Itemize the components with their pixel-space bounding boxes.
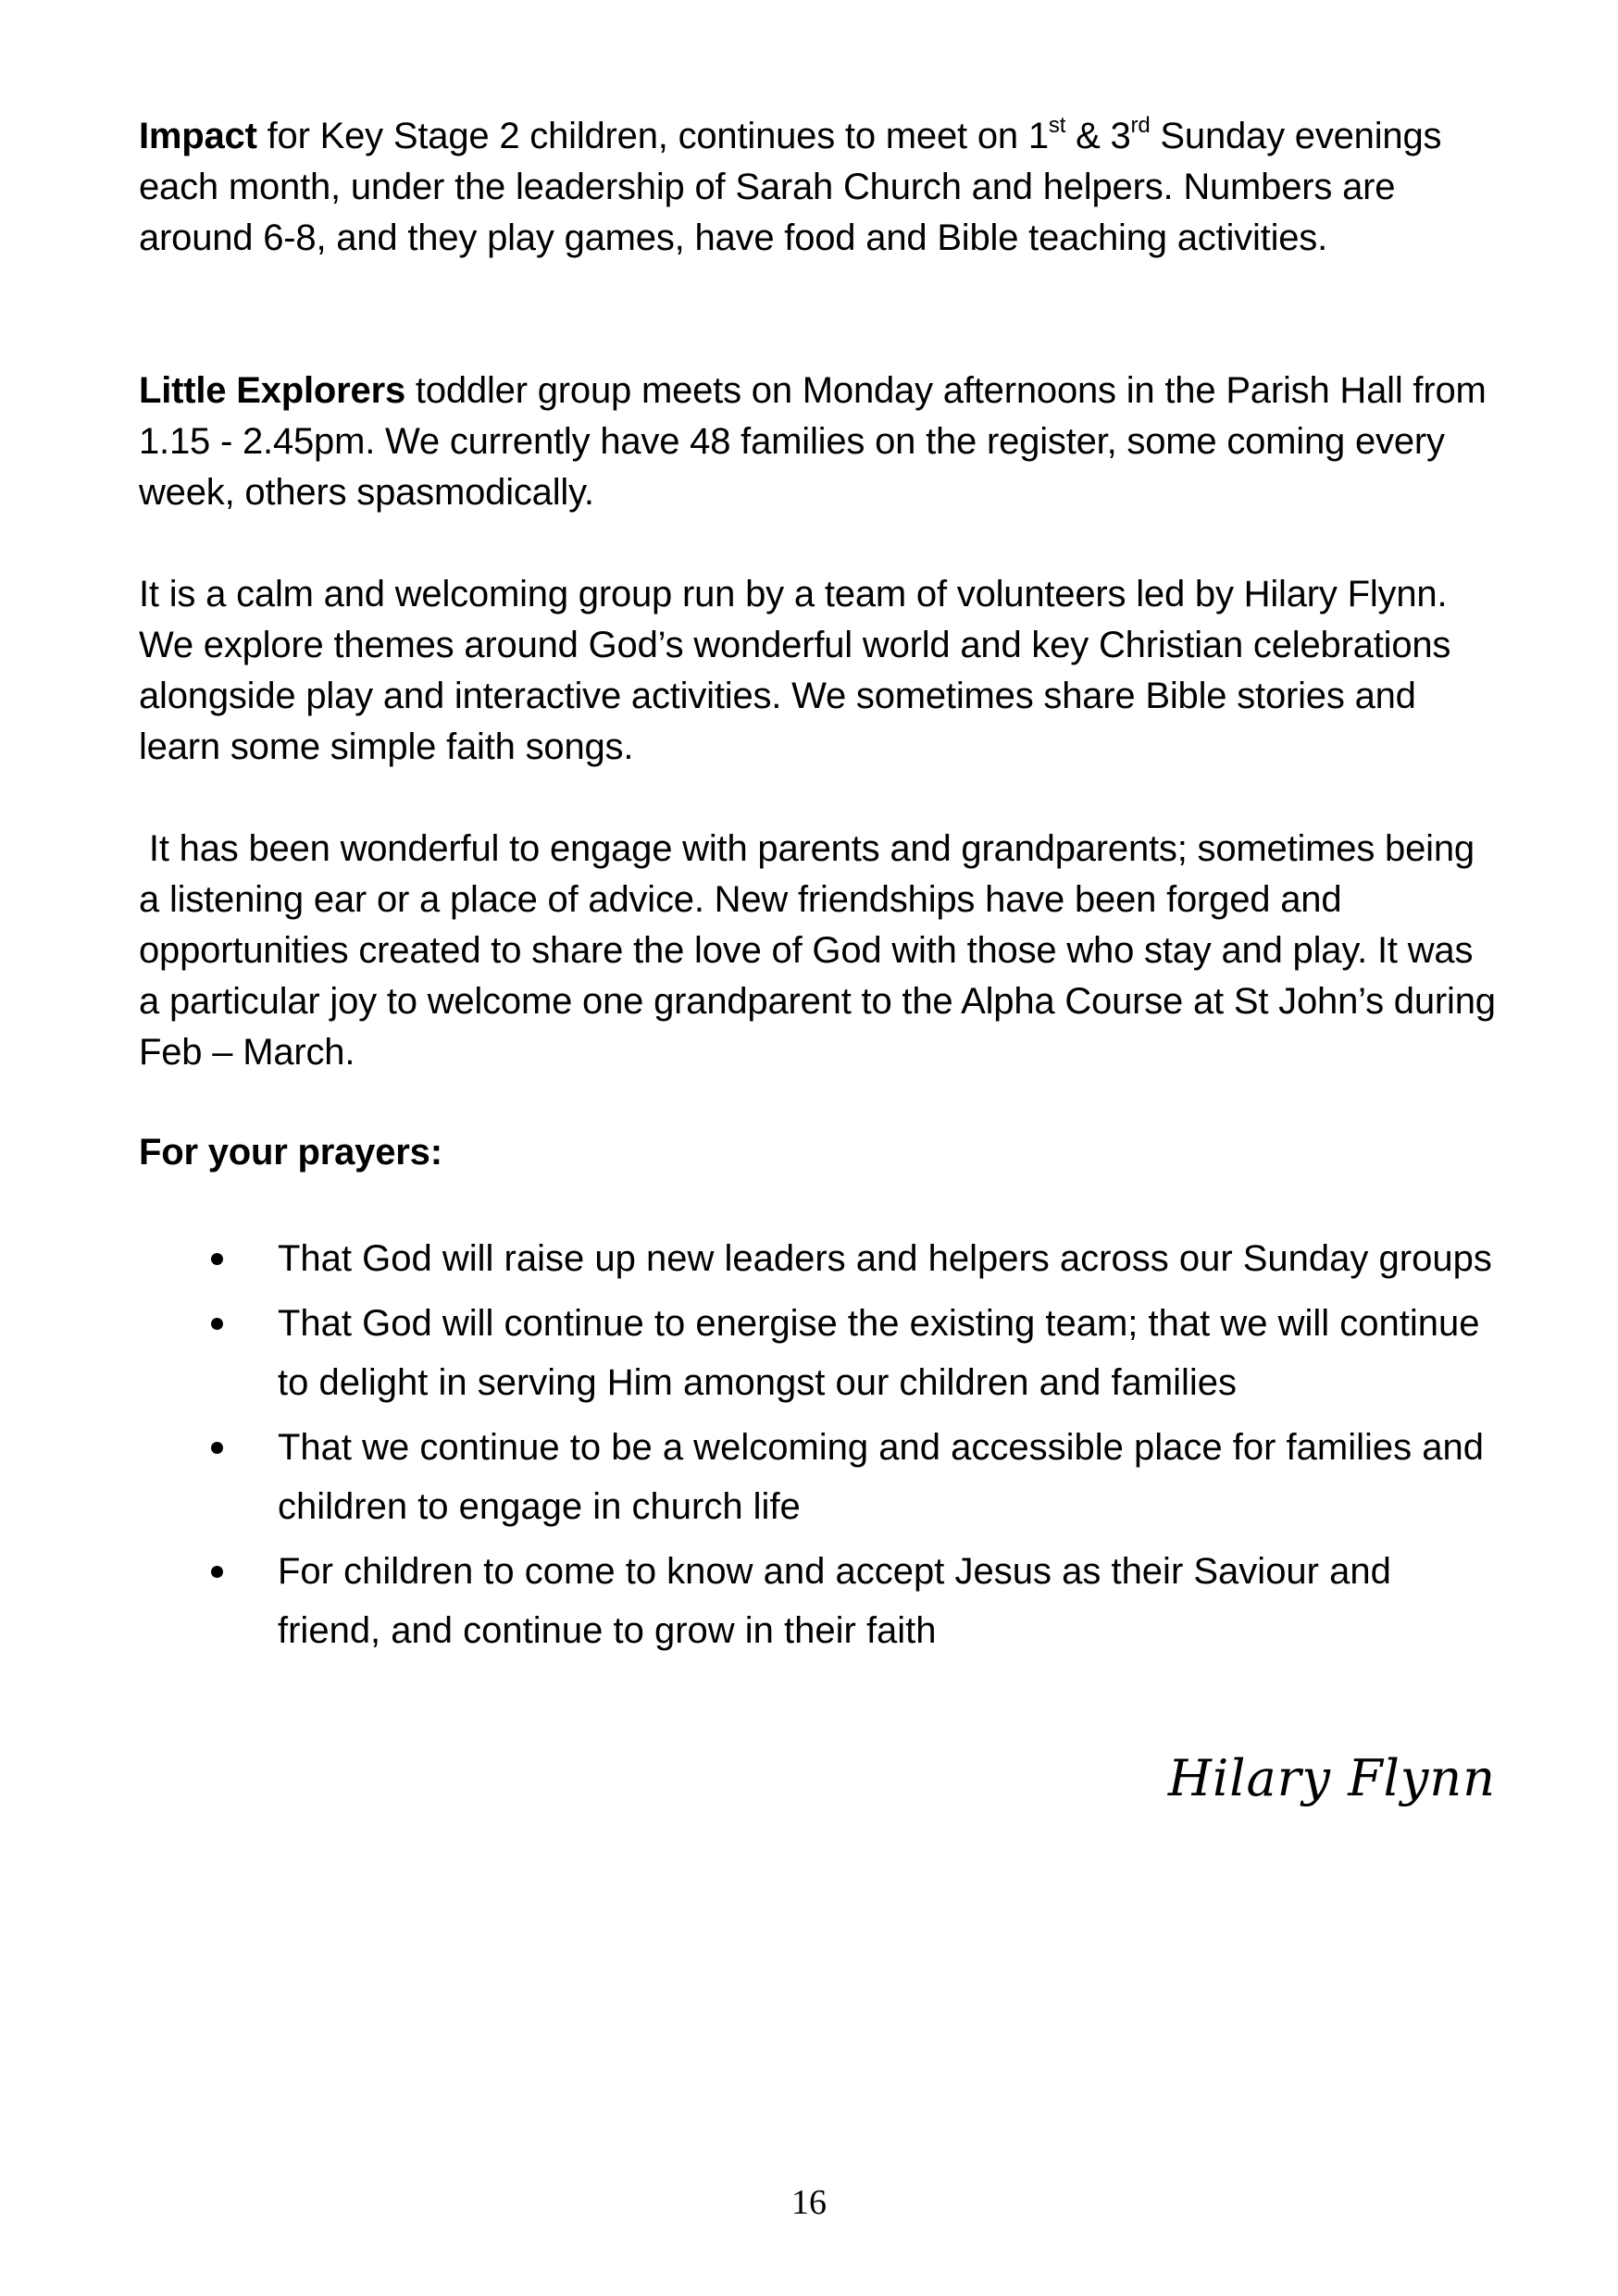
engagement-paragraph: It has been wonderful to engage with parents and grandparents; sometimes being a listening ear or a place of advice. New friendships have been forged and opportunities created to share the love of God with those who stay and play. It was a particular joy to welcome one grandparent to the Alpha Course at St John’s during Feb – March. — [139, 828, 1506, 1073]
impact-sup-first: st — [1048, 113, 1066, 138]
bullet-icon — [211, 1442, 223, 1454]
bullet-icon — [211, 1566, 223, 1578]
prayer-text: That God will continue to energise the existing team; that we will continue to delight in serving Him amongst our children and families — [278, 1303, 1480, 1403]
little-explorers-text: toddler group meets on Monday afternoons in the Parish Hall from 1.15 - 2.45pm. We currently have 48 families on the register, some coming every week, others spasmodically. — [139, 370, 1487, 513]
little-explorers-title: Little Explorers — [139, 370, 405, 411]
impact-text-a: for Key Stage 2 children, continues to meet on 1 — [256, 116, 1049, 156]
little-explorers-paragraph — [139, 366, 1500, 518]
prayers-list — [0, 1229, 1618, 1666]
prayer-item — [0, 1294, 1500, 1412]
calm-group-paragraph: It is a calm and welcoming group run by a team of volunteers led by Hilary Flynn. We explore themes around God’s wonderful world and key Christian celebrations alongside play and interactive activities. We sometimes share Bible stories and learn some simple faith songs. — [139, 574, 1451, 767]
impact-sup-third: rd — [1130, 113, 1151, 138]
prayers-heading: For your prayers: — [139, 1132, 442, 1173]
prayer-item — [0, 1542, 1500, 1660]
prayer-text: For children to come to know and accept Jesus as their Saviour and friend, and continue to grow in their faith — [278, 1551, 1391, 1651]
prayer-item — [0, 1418, 1500, 1536]
prayer-text: That we continue to be a welcoming and accessible place for families and children to engage in church life — [278, 1427, 1484, 1527]
impact-title: Impact — [139, 116, 257, 156]
bullet-icon — [211, 1253, 223, 1265]
signature: Hilary Flynn — [1167, 1749, 1496, 1807]
impact-text-b: & 3 — [1065, 116, 1131, 156]
prayer-text: That God will raise up new leaders and helpers across our Sunday groups — [278, 1238, 1492, 1279]
prayer-item — [0, 1229, 1500, 1288]
impact-text-c: Sunday evenings each month, under the leadership of Sarah Church and helpers. Numbers are around 6-8, and they play games, have food and Bible teaching activities. — [139, 116, 1442, 258]
page-number: 16 — [791, 2183, 827, 2222]
bullet-icon — [211, 1318, 223, 1330]
impact-paragraph — [139, 111, 1500, 264]
